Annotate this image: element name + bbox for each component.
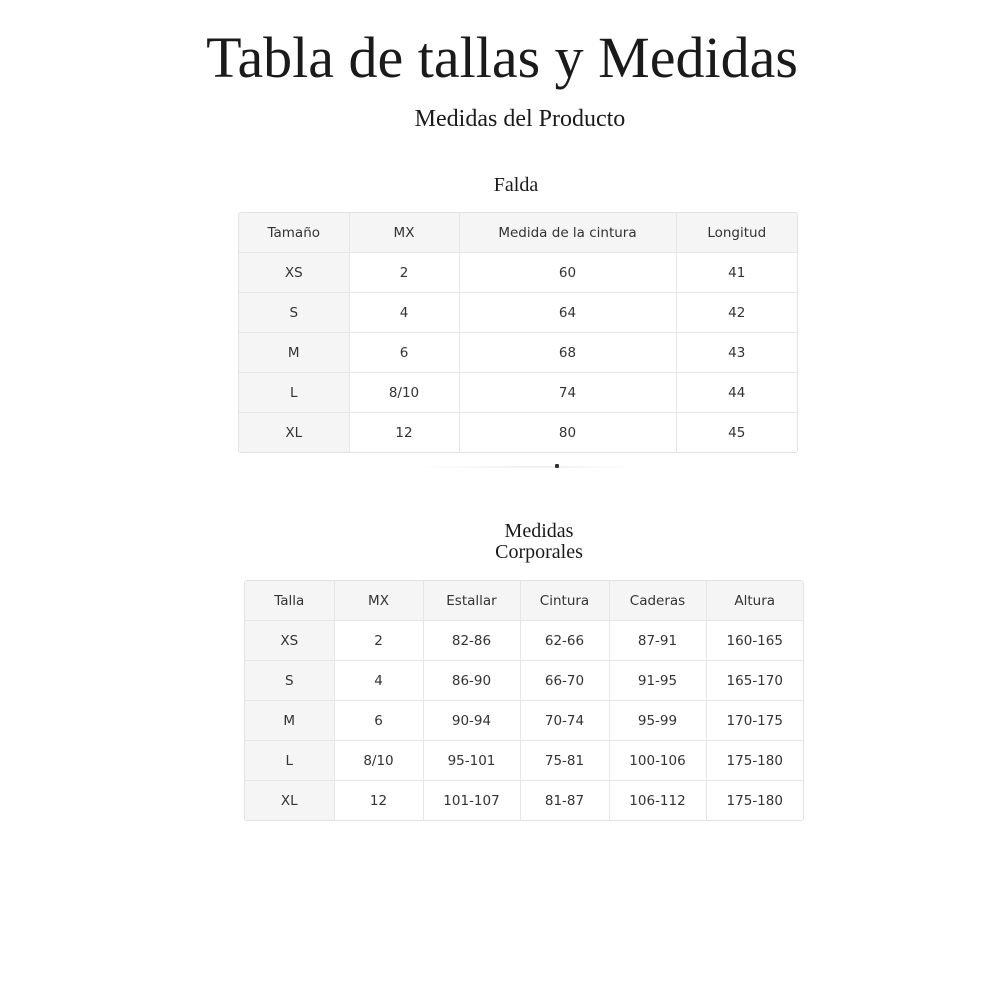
column-header-length: Longitud bbox=[676, 213, 797, 253]
table-cell: 70-74 bbox=[520, 701, 609, 741]
table-cell: 42 bbox=[676, 293, 797, 333]
table-cell: 106-112 bbox=[609, 781, 706, 821]
column-header-height: Altura bbox=[706, 581, 803, 621]
table-cell: S bbox=[245, 661, 334, 701]
table-cell: 68 bbox=[459, 333, 676, 373]
column-header-hips: Caderas bbox=[609, 581, 706, 621]
page-subtitle: Medidas del Producto bbox=[414, 106, 626, 132]
table-cell: S bbox=[239, 293, 349, 333]
table-cell: 62-66 bbox=[520, 621, 609, 661]
body-measurements-table bbox=[244, 580, 804, 821]
table-cell: 101-107 bbox=[423, 781, 520, 821]
table-cell: 74 bbox=[459, 373, 676, 413]
table-row bbox=[239, 333, 797, 373]
body-section-title bbox=[0, 521, 1000, 563]
divider-dot bbox=[555, 464, 559, 468]
table-row bbox=[239, 413, 797, 453]
table-cell: 160-165 bbox=[706, 621, 803, 661]
skirt-section-title: Falda bbox=[493, 174, 539, 196]
table-cell: 8/10 bbox=[349, 373, 459, 413]
table-cell: M bbox=[239, 333, 349, 373]
table-cell: 66-70 bbox=[520, 661, 609, 701]
table-header-row bbox=[245, 581, 803, 621]
table-row bbox=[239, 253, 797, 293]
table-row bbox=[245, 661, 803, 701]
table-cell: 100-106 bbox=[609, 741, 706, 781]
page-title: Tabla de tallas y Medidas bbox=[206, 25, 798, 90]
table-cell: 8/10 bbox=[334, 741, 423, 781]
column-header-waist: Medida de la cintura bbox=[459, 213, 676, 253]
table-cell: 60 bbox=[459, 253, 676, 293]
table-cell: XS bbox=[245, 621, 334, 661]
table-row bbox=[245, 621, 803, 661]
table-cell: 2 bbox=[349, 253, 459, 293]
skirt-size-table bbox=[238, 212, 798, 453]
column-header-waist: Cintura bbox=[520, 581, 609, 621]
table-cell: 95-99 bbox=[609, 701, 706, 741]
table-cell: L bbox=[239, 373, 349, 413]
table-cell: 95-101 bbox=[423, 741, 520, 781]
table-header-row bbox=[239, 213, 797, 253]
table-row bbox=[245, 781, 803, 821]
table-cell: 4 bbox=[349, 293, 459, 333]
table-row bbox=[239, 373, 797, 413]
table-cell: 90-94 bbox=[423, 701, 520, 741]
table-cell: 12 bbox=[334, 781, 423, 821]
table-cell: 64 bbox=[459, 293, 676, 333]
body-title-line-2: Corporales bbox=[495, 541, 583, 563]
table-cell: XL bbox=[239, 413, 349, 453]
table-cell: 80 bbox=[459, 413, 676, 453]
table-cell: 86-90 bbox=[423, 661, 520, 701]
table-row bbox=[245, 741, 803, 781]
column-header-mx: MX bbox=[334, 581, 423, 621]
table-cell: 170-175 bbox=[706, 701, 803, 741]
table-cell: 75-81 bbox=[520, 741, 609, 781]
table-cell: XL bbox=[245, 781, 334, 821]
table-cell: 45 bbox=[728, 424, 746, 441]
table-cell: 2 bbox=[334, 621, 423, 661]
column-header-bust: Estallar bbox=[423, 581, 520, 621]
table-cell: 44 bbox=[676, 373, 797, 413]
table-cell: XS bbox=[239, 253, 349, 293]
section-divider bbox=[420, 466, 634, 468]
table-cell: 4 bbox=[334, 661, 423, 701]
table-cell: 41 bbox=[676, 253, 797, 293]
table-cell: 81-87 bbox=[520, 781, 609, 821]
table-cell: 175-180 bbox=[706, 741, 803, 781]
table-cell: 165-170 bbox=[706, 661, 803, 701]
table-row bbox=[245, 701, 803, 741]
body-title-line-1: Medidas bbox=[504, 520, 574, 542]
table-cell: L bbox=[245, 741, 334, 781]
table-cell: 175-180 bbox=[726, 792, 783, 809]
table-cell: 12 bbox=[349, 413, 459, 453]
table-cell: 82-86 bbox=[423, 621, 520, 661]
table-row bbox=[239, 293, 797, 333]
table-cell: 91-95 bbox=[609, 661, 706, 701]
column-header-mx: MX bbox=[349, 213, 459, 253]
table-cell: M bbox=[245, 701, 334, 741]
table-cell: 6 bbox=[334, 701, 423, 741]
column-header-size: Tamaño bbox=[239, 213, 349, 253]
table-cell: 43 bbox=[676, 333, 797, 373]
table-cell: 87-91 bbox=[609, 621, 706, 661]
table-cell: 6 bbox=[349, 333, 459, 373]
column-header-size: Talla bbox=[245, 581, 334, 621]
